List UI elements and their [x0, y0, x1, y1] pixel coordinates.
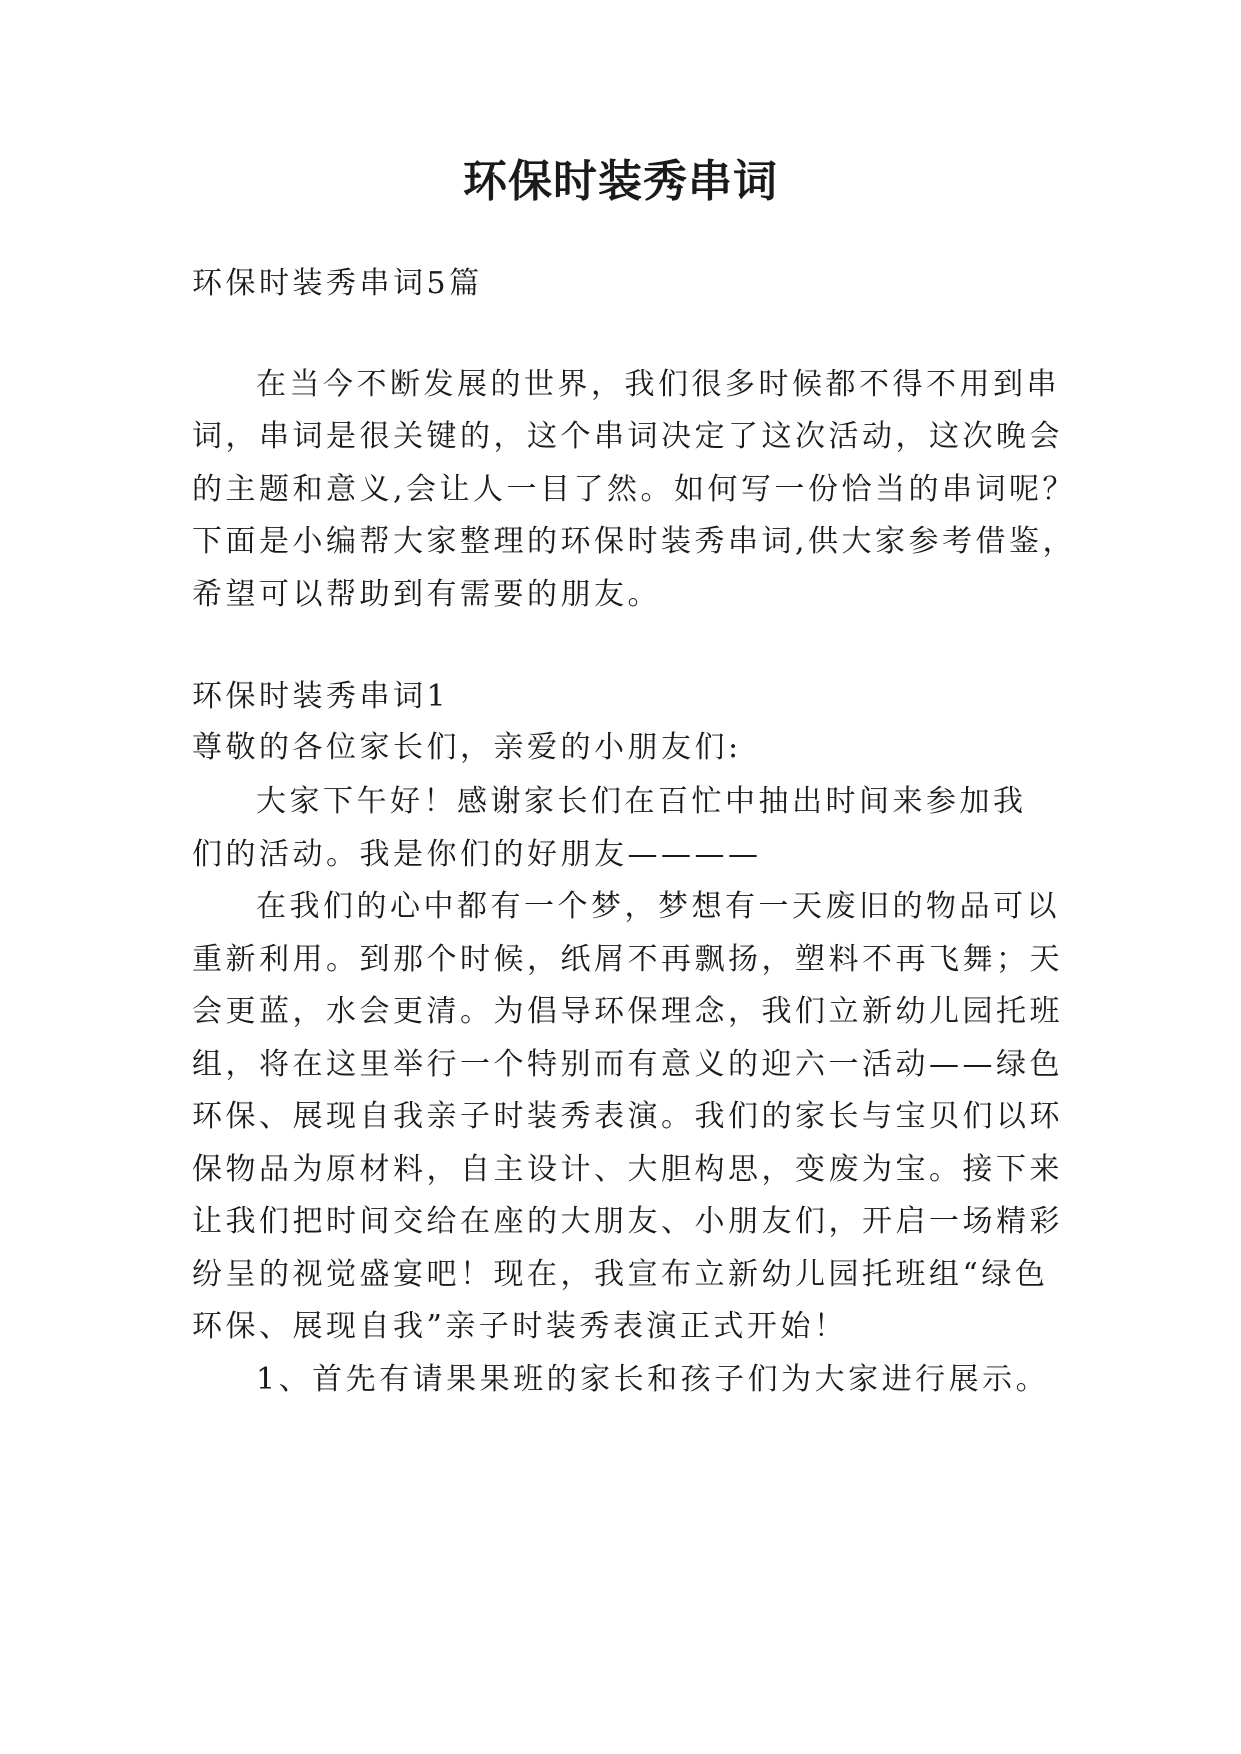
list-item: 1、首先有请果果班的家长和孩子们为大家进行展示。 — [256, 1362, 1050, 1397]
paragraph-line: 环保、展现自我”亲子时装秀表演正式开始！ — [192, 1309, 848, 1344]
paragraph-line: 保物品为原材料，自主设计、大胆构思，变废为宝。接下来 — [192, 1152, 1063, 1187]
paragraph-line: 环保、展现自我亲子时装秀表演。我们的家长与宝贝们以环 — [192, 1099, 1063, 1134]
intro-line: 在当今不断发展的世界，我们很多时候都不得不用到串 — [256, 367, 1060, 402]
paragraph-line: 会更蓝，水会更清。为倡导环保理念，我们立新幼儿园托班 — [192, 994, 1063, 1029]
paragraph-line: 大家下午好！感谢家长们在百忙中抽出时间来参加我 — [256, 784, 1027, 819]
intro-line: 的主题和意义,会让人一目了然。如何写一份恰当的串词呢？ — [192, 472, 1077, 507]
paragraph-line: 在我们的心中都有一个梦，梦想有一天废旧的物品可以 — [256, 889, 1060, 924]
section-heading: 环保时装秀串词1 — [192, 679, 450, 714]
paragraph-line: 让我们把时间交给在座的大朋友、小朋友们，开启一场精彩 — [192, 1204, 1063, 1239]
intro-line: 词，串词是很关键的，这个串词决定了这次活动，这次晚会 — [192, 419, 1063, 454]
document-subtitle: 环保时装秀串词5篇 — [192, 266, 483, 301]
paragraph-line: 重新利用。到那个时候，纸屑不再飘扬，塑料不再飞舞；天 — [192, 942, 1063, 977]
paragraph-line: 组，将在这里举行一个特别而有意义的迎六一活动——绿色 — [192, 1047, 1063, 1082]
document-title: 环保时装秀串词 — [463, 156, 778, 207]
paragraph-line: 纷呈的视觉盛宴吧！现在，我宣布立新幼儿园托班组“绿色 — [192, 1257, 1049, 1292]
intro-line: 希望可以帮助到有需要的朋友。 — [192, 577, 661, 612]
salutation: 尊敬的各位家长们，亲爱的小朋友们: — [192, 730, 742, 765]
paragraph-line: 们的活动。我是你们的好朋友———— — [192, 837, 762, 872]
intro-line: 下面是小编帮大家整理的环保时装秀串词,供大家参考借鉴， — [192, 524, 1077, 559]
